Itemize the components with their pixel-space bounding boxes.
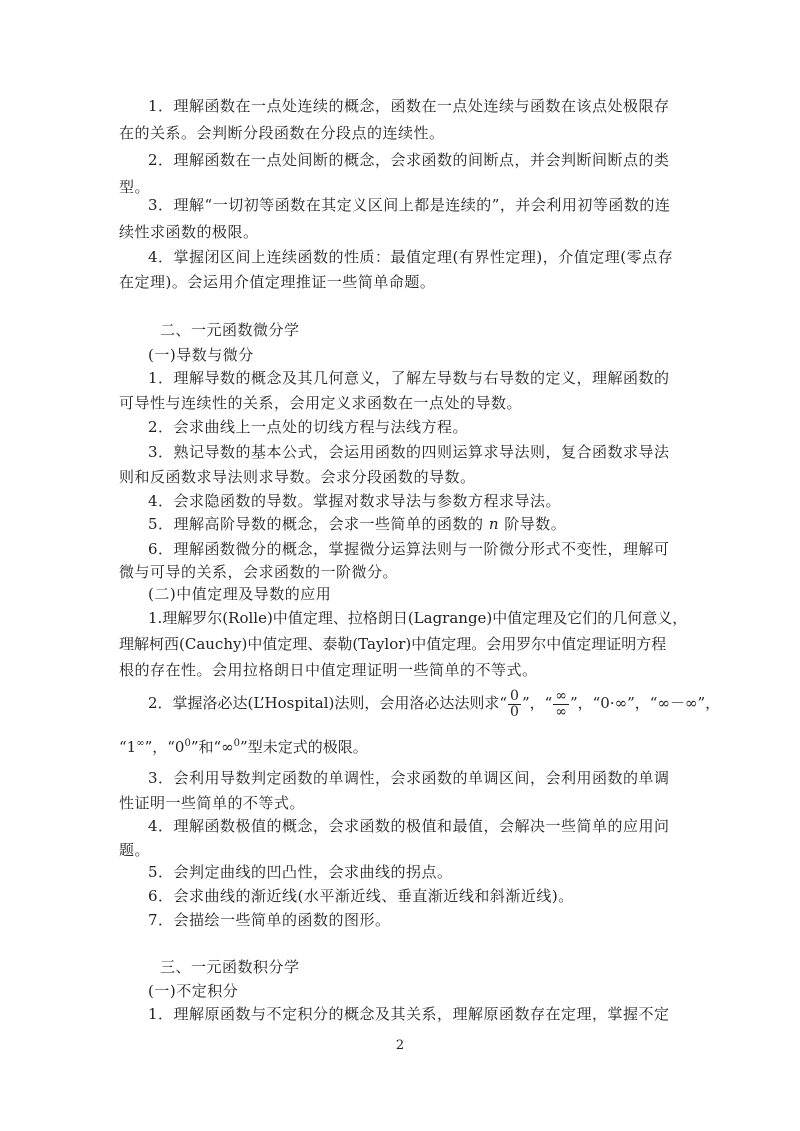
text-line: 根的存在性。会用拉格朗日中值定理证明一些简单的不等式。	[119, 661, 538, 679]
subsection-heading: (一)不定积分	[148, 982, 239, 1000]
text-line: 型。	[119, 178, 151, 196]
text-line: 理解柯西(Cauchy)中值定理、泰勒(Taylor)中值定理。会用罗尔中值定理证明方程	[119, 635, 667, 653]
fraction-zero-over-zero	[508, 689, 521, 720]
text-segment: 5．理解高阶导数的概念，会求一些简单的函数的	[148, 515, 489, 533]
subsection-heading: (二)中值定理及导数的应用	[148, 585, 332, 603]
text-line: 在定理)。会运用介值定理推证一些简单命题。	[119, 273, 436, 291]
text-line-with-fractions	[0, 688, 800, 720]
text-segment: ”和“∞	[190, 738, 234, 756]
text-line	[0, 514, 800, 534]
superscript: 0	[184, 738, 191, 749]
text-line: 3．会利用导数判定函数的单调性，会求函数的单调区间，会利用函数的单调	[148, 769, 670, 787]
text-line: 则和反函数求导法则求导数。会求分段函数的导数。	[119, 468, 476, 486]
section-heading: 二、一元函数微分学	[160, 321, 300, 339]
text-line: 5．会判定曲线的凹凸性，会求曲线的拐点。	[148, 863, 453, 881]
superscript: ∞	[136, 738, 145, 749]
text-line: 1．理解原函数与不定积分的概念及其关系，理解原函数存在定理，掌握不定	[148, 1005, 670, 1023]
text-segment: ”，“0·∞”，“∞－∞”，	[569, 694, 721, 712]
text-line: 4．理解函数极值的概念，会求函数的极值和最值，会解决一些简单的应用问	[148, 817, 670, 835]
text-line: 题。	[119, 841, 151, 859]
text-line: 3．熟记导数的基本公式，会运用函数的四则运算求导法则，复合函数求导法	[148, 443, 670, 461]
text-line: 1．理解函数在一点处连续的概念，函数在一点处连续与函数在该点处极限存	[148, 97, 670, 115]
text-line: 续性求函数的极限。	[119, 223, 259, 241]
text-line: 3．理解“一切初等函数在其定义区间上都是连续的”，并会利用初等函数的连	[148, 196, 671, 214]
text-line: 2．理解函数在一点处间断的概念，会求函数的间断点，并会判断间断点的类	[148, 151, 670, 169]
text-line: 2．会求曲线上一点处的切线方程与法线方程。	[148, 418, 469, 436]
text-line: 可导性与连续性的关系，会用定义求函数在一点处的导数。	[119, 394, 523, 412]
section-heading: 三、一元函数积分学	[160, 958, 300, 976]
text-segment: ”，“	[521, 694, 553, 712]
text-line: 4．掌握闭区间上连续函数的性质：最值定理(有界性定理)，介值定理(零点存	[148, 248, 674, 266]
text-segment: 阶导数。	[499, 515, 567, 533]
text-segment: ”，“0	[144, 738, 185, 756]
text-line: 7．会描绘一些简单的函数的图形。	[148, 911, 391, 929]
fraction-numerator: ∞	[555, 687, 567, 704]
text-line: 1.理解罗尔(Rolle)中值定理、拉格朗日(Lagrange)中值定理及它们的几何意义，	[148, 609, 688, 627]
text-segment: “1	[119, 738, 137, 756]
fraction-denominator: 0	[510, 703, 519, 720]
text-line	[0, 737, 800, 757]
subsection-heading: (一)导数与微分	[148, 346, 254, 364]
text-line: 6．会求曲线的渐近线(水平渐近线、垂直渐近线和斜渐近线)。	[148, 887, 574, 905]
superscript: 0	[233, 738, 241, 749]
fraction-inf-over-inf	[553, 689, 569, 720]
text-line: 在的关系。会判断分段函数在分段点的连续性。	[119, 124, 445, 142]
text-segment: 2．掌握洛必达(L’Hospital)法则，会用洛必达法则求“	[148, 694, 508, 712]
math-variable: n	[488, 515, 499, 533]
fraction-numerator: 0	[510, 687, 519, 704]
fraction-denominator: ∞	[555, 703, 567, 720]
text-line: 性证明一些简单的不等式。	[119, 794, 306, 812]
text-line: 微与可导的关系，会求函数的一阶微分。	[119, 563, 399, 581]
text-segment: ”型未定式的极限。	[240, 738, 368, 756]
text-line: 1．理解导数的概念及其几何意义，了解左导数与右导数的定义，理解函数的	[148, 369, 670, 387]
page-number: 2	[395, 1038, 405, 1053]
text-line: 6．理解函数微分的概念，掌握微分运算法则与一阶微分形式不变性，理解可	[148, 540, 670, 558]
text-line: 4．会求隐函数的导数。掌握对数求导法与参数方程求导法。	[148, 492, 562, 510]
